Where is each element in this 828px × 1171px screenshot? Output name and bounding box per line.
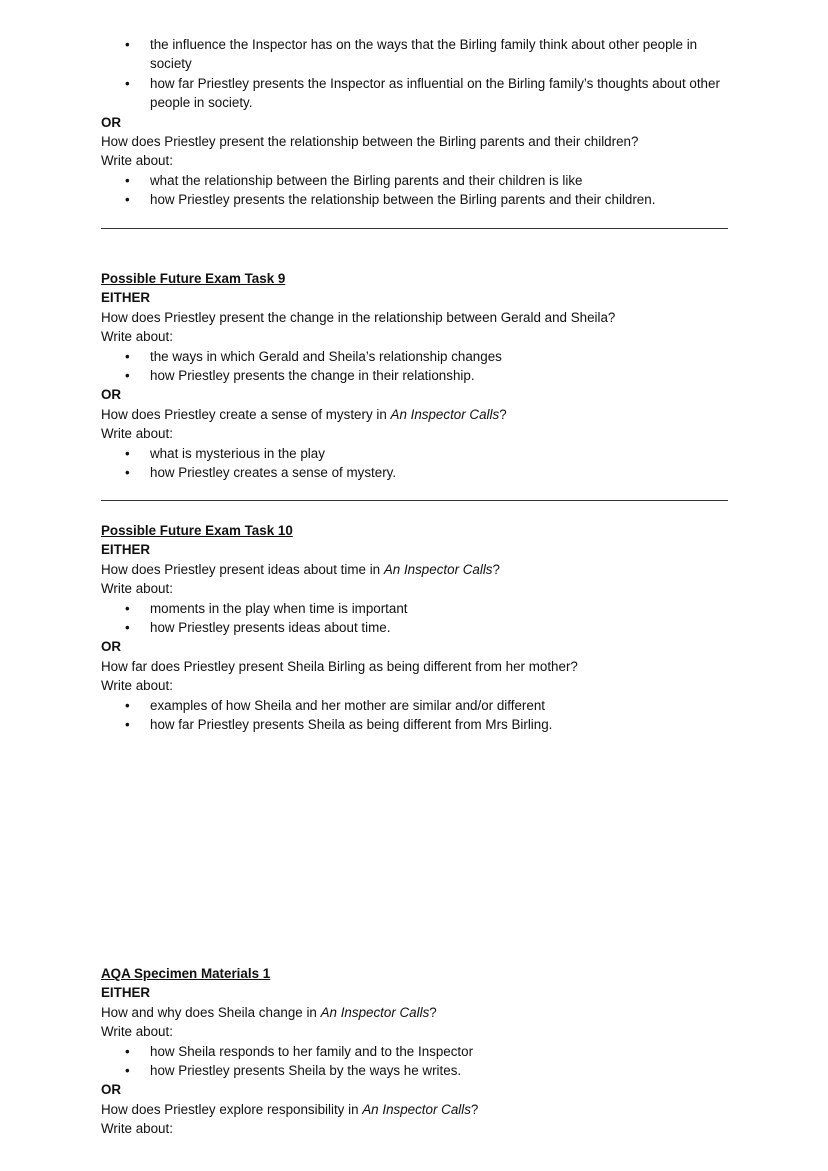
- question-prefix: How and why does Sheila change in: [101, 1004, 321, 1020]
- question-text: How does Priestley present the relationship between the Birling parents and their children?: [101, 134, 639, 150]
- list-item: • what the relationship between the Birling parents and their children is like: [101, 171, 728, 190]
- or-label: OR: [101, 114, 122, 130]
- write-about-label: Write about:: [101, 329, 173, 345]
- bullet-list: [101, 347, 728, 386]
- list-item: • how Sheila responds to her family and to the Inspector: [101, 1042, 728, 1061]
- write-about-label: Write about:: [101, 1121, 173, 1137]
- list-item: • how Priestley presents the change in their relationship.: [101, 366, 728, 385]
- write-about-label: Write about:: [101, 426, 173, 442]
- bullet-list: [101, 696, 728, 735]
- section-heading: Possible Future Exam Task 10: [101, 523, 293, 538]
- write-about-label: Write about:: [101, 153, 173, 169]
- list-item: • how Priestley presents the relationship between the Birling parents and their children.: [101, 190, 728, 209]
- task-10-section: [101, 521, 728, 734]
- list-item: • how Priestley presents ideas about time.: [101, 618, 728, 637]
- question-suffix: ?: [499, 406, 507, 422]
- or-label: OR: [101, 1082, 122, 1098]
- question-prefix: How does Priestley create a sense of mystery in: [101, 406, 391, 422]
- question-text: [101, 1003, 728, 1022]
- question-suffix: ?: [470, 1101, 479, 1117]
- either-label: EITHER: [101, 985, 151, 1001]
- question-text: How does Priestley present the change in the relationship between Gerald and Sheila?: [101, 309, 616, 325]
- list-item: • how far Priestley presents Sheila as being different from Mrs Birling.: [101, 715, 728, 734]
- question-text: [101, 405, 728, 424]
- question-suffix: ?: [429, 1004, 437, 1020]
- list-item: • examples of how Sheila and her mother are similar and/or different: [101, 696, 728, 715]
- question-text: [101, 560, 728, 579]
- play-title: An Inspector Calls: [320, 1004, 430, 1020]
- play-title: An Inspector Calls: [390, 406, 500, 422]
- list-item: • how far Priestley presents the Inspector as influential on the Birling family’s thoughts about other people in society.: [101, 74, 728, 113]
- write-about-label: Write about:: [101, 678, 173, 694]
- question-suffix: ?: [492, 561, 500, 577]
- list-item: • how Priestley presents Sheila by the ways he writes.: [101, 1061, 728, 1080]
- bullet-list: [101, 444, 728, 483]
- list-item: • the ways in which Gerald and Sheila’s relationship changes: [101, 347, 728, 366]
- play-title: An Inspector Calls: [383, 561, 493, 577]
- list-item: • what is mysterious in the play: [101, 444, 728, 463]
- list-item: • the influence the Inspector has on the ways that the Birling family think about other people in society: [101, 35, 728, 74]
- list-item: • moments in the play when time is important: [101, 599, 728, 618]
- or-label: OR: [101, 387, 122, 403]
- question-text: [101, 1100, 728, 1119]
- question-text: How far does Priestley present Sheila Birling as being different from her mother?: [101, 658, 578, 674]
- bullet-list: [101, 35, 728, 113]
- bullet-list: [101, 599, 728, 638]
- continuation-section: [101, 35, 728, 210]
- write-about-label: Write about:: [101, 1024, 173, 1040]
- list-item: • how Priestley creates a sense of mystery.: [101, 463, 728, 482]
- bullet-list: [101, 171, 728, 210]
- either-label: EITHER: [101, 290, 151, 306]
- divider: [101, 500, 728, 501]
- aqa-specimen-section: [101, 964, 728, 1139]
- play-title: An Inspector Calls: [362, 1101, 471, 1117]
- section-heading: AQA Specimen Materials 1: [101, 966, 271, 981]
- or-label: OR: [101, 639, 122, 655]
- bullet-list: [101, 1042, 728, 1081]
- section-heading: Possible Future Exam Task 9: [101, 271, 286, 286]
- question-prefix: How does Priestley present ideas about time in: [101, 561, 384, 577]
- write-about-label: Write about:: [101, 581, 173, 597]
- question-prefix: How does Priestley explore responsibility in: [101, 1101, 363, 1117]
- task-9-section: [101, 269, 728, 482]
- divider: [101, 228, 728, 229]
- either-label: EITHER: [101, 542, 151, 558]
